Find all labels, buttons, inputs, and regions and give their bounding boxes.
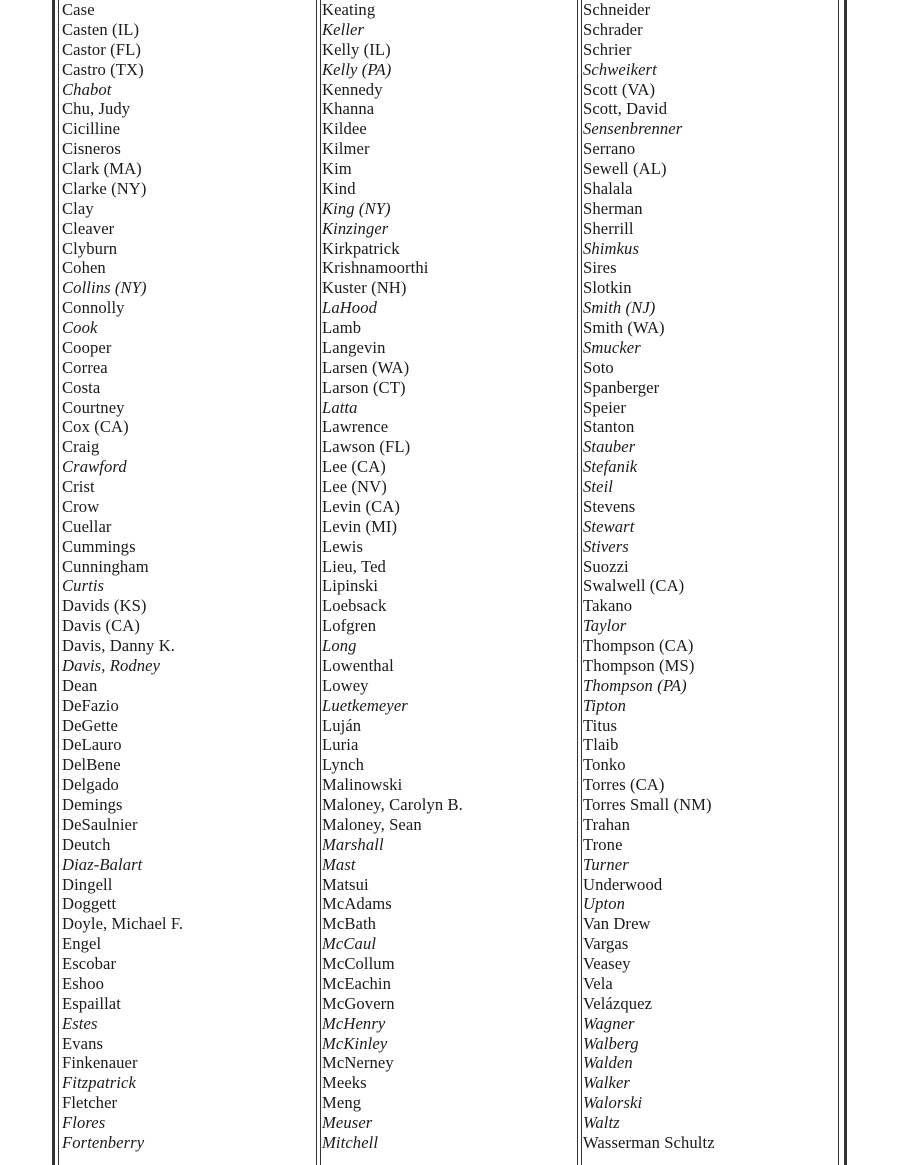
member-name: DeFazio <box>62 695 119 715</box>
member-name: Flores <box>62 1113 106 1132</box>
member-name: Schweikert <box>583 59 657 79</box>
member-name: McEachin <box>322 973 391 993</box>
member-name: Kind <box>322 178 356 198</box>
member-name: Maloney, Sean <box>322 814 422 834</box>
member-name: Curtis <box>62 576 105 596</box>
column-divider-2b <box>581 0 582 1165</box>
member-name: Davis, Danny K. <box>62 636 176 655</box>
member-name: Takano <box>583 596 633 616</box>
member-name: Dean <box>62 675 98 695</box>
member-name: Matsui <box>322 874 369 894</box>
member-name: Stewart <box>583 516 635 536</box>
member-name: King (NY) <box>322 198 391 218</box>
member-name: Swalwell (CA) <box>583 576 685 596</box>
member-name: Clarke (NY) <box>62 178 147 198</box>
member-name: Thompson (MS) <box>583 655 695 675</box>
member-name: Torres Small (NM) <box>583 795 712 814</box>
member-name: Stanton <box>583 417 635 437</box>
member-name: McCollum <box>322 954 395 973</box>
column-divider-1 <box>316 0 317 1165</box>
member-name: Craig <box>62 437 100 457</box>
member-name: Levin (CA) <box>322 496 400 516</box>
member-name: Stefanik <box>583 457 638 477</box>
member-name: Walden <box>583 1053 633 1073</box>
member-name: Clyburn <box>62 238 118 258</box>
member-name: Torres (CA) <box>583 775 665 795</box>
member-name: Lowey <box>322 675 369 695</box>
member-name: McNerney <box>322 1053 394 1073</box>
member-name: Larson (CT) <box>322 377 406 397</box>
member-name: Keating <box>322 0 376 19</box>
member-name: Walorski <box>583 1093 643 1113</box>
member-name: Davis, Rodney <box>62 655 161 675</box>
member-name: Fortenberry <box>62 1132 145 1152</box>
member-name: Krishnamoorthi <box>322 258 429 278</box>
member-name: Loebsack <box>322 596 387 616</box>
member-name: Cuellar <box>62 516 112 536</box>
member-name: Cohen <box>62 258 106 278</box>
member-name: Lofgren <box>322 616 377 636</box>
member-name: Schrier <box>583 39 632 59</box>
member-name: Spanberger <box>583 377 660 397</box>
member-name: DelBene <box>62 755 121 775</box>
member-name: Stauber <box>583 437 636 457</box>
member-name: Kelly (PA) <box>322 59 392 79</box>
member-name: Shalala <box>583 178 633 198</box>
member-name: Veasey <box>583 954 631 973</box>
member-name: Eshoo <box>62 973 104 993</box>
member-name: Cleaver <box>62 218 115 238</box>
member-name: Cunningham <box>62 556 149 576</box>
member-name: Walberg <box>583 1033 639 1053</box>
member-name: Trahan <box>583 814 631 834</box>
member-name: Connolly <box>62 298 125 318</box>
member-name: Thompson (CA) <box>583 636 694 655</box>
column-divider-2 <box>577 0 578 1165</box>
member-name: Doggett <box>62 894 117 914</box>
member-name: Deutch <box>62 834 111 854</box>
member-name: Cicilline <box>62 119 121 139</box>
member-name: Luetkemeyer <box>322 695 408 715</box>
column-1-left-rule <box>58 0 59 1165</box>
member-name: Upton <box>583 894 625 914</box>
member-name: Kildee <box>322 119 367 139</box>
member-name: Davis (CA) <box>62 616 140 636</box>
member-name: Stivers <box>583 536 629 556</box>
member-name: Slotkin <box>583 278 632 298</box>
name-column-1 <box>62 0 183 1153</box>
member-name: Dingell <box>62 874 113 894</box>
member-name: Lee (CA) <box>322 457 386 477</box>
member-name: Underwood <box>583 874 663 894</box>
member-name: Case <box>62 0 95 19</box>
member-name: Lipinski <box>322 576 379 596</box>
member-name: Kennedy <box>322 79 383 99</box>
member-name: Speier <box>583 397 626 417</box>
member-name: Latta <box>322 397 358 417</box>
member-name: Fletcher <box>62 1093 118 1113</box>
member-name: Smith (NJ) <box>583 298 656 318</box>
member-name: Levin (MI) <box>322 516 398 536</box>
member-name: Diaz-Balart <box>62 854 143 874</box>
member-name: DeGette <box>62 715 118 735</box>
member-name: Casten (IL) <box>62 19 140 39</box>
member-name: Crow <box>62 496 100 516</box>
member-name: Lynch <box>322 755 364 775</box>
member-name: Cummings <box>62 536 136 556</box>
member-name: Chu, Judy <box>62 99 131 119</box>
member-name: Finkenauer <box>62 1053 138 1073</box>
member-name: Demings <box>62 795 123 814</box>
member-name: Crist <box>62 477 95 496</box>
member-name: Lawson (FL) <box>322 437 411 457</box>
member-name: Schrader <box>583 19 643 39</box>
member-name: Shimkus <box>583 238 640 258</box>
member-name: Mast <box>322 854 356 874</box>
member-name: Correa <box>62 357 108 377</box>
member-name: McAdams <box>322 894 392 914</box>
member-name: McKinley <box>322 1033 388 1053</box>
member-name: Cox (CA) <box>62 417 129 437</box>
member-name: Velázquez <box>583 993 653 1013</box>
member-name: Vargas <box>583 934 629 954</box>
name-column-2 <box>322 0 463 1153</box>
member-name: Cooper <box>62 337 112 357</box>
member-name: Cisneros <box>62 139 121 159</box>
member-name: Clark (MA) <box>62 159 142 178</box>
member-name: Doyle, Michael F. <box>62 914 184 934</box>
member-name: Walker <box>583 1073 630 1093</box>
column-3-right-rule <box>838 0 839 1165</box>
member-name: Suozzi <box>583 556 629 576</box>
member-name: Khanna <box>322 99 375 119</box>
column-divider-1b <box>320 0 321 1165</box>
member-name: Castor (FL) <box>62 39 141 59</box>
member-name: Collins (NY) <box>62 278 147 298</box>
member-name: Cook <box>62 318 98 337</box>
member-name: Espaillat <box>62 993 121 1013</box>
member-name: Keller <box>322 19 365 39</box>
member-name: Van Drew <box>583 914 651 934</box>
member-name: Tipton <box>583 695 627 715</box>
member-name: Lamb <box>322 318 362 337</box>
member-name: McHenry <box>322 1013 386 1033</box>
member-name: Estes <box>62 1013 98 1033</box>
member-name: Thompson (PA) <box>583 675 687 695</box>
member-name: Schneider <box>583 0 651 19</box>
member-name: Courtney <box>62 397 125 417</box>
member-name: Costa <box>62 377 101 397</box>
member-name: DeSaulnier <box>62 814 138 834</box>
member-name: Kinzinger <box>322 218 389 238</box>
member-name: McBath <box>322 914 377 934</box>
member-name: Long <box>322 636 357 655</box>
member-name: Waltz <box>583 1113 620 1132</box>
member-name: Sensenbrenner <box>583 119 683 139</box>
member-name: McGovern <box>322 993 395 1013</box>
member-name: Larsen (WA) <box>322 357 410 377</box>
member-name: Kelly (IL) <box>322 39 391 59</box>
member-name: Smucker <box>583 337 641 357</box>
member-name: Vela <box>583 973 613 993</box>
member-name: Kuster (NH) <box>322 278 407 298</box>
member-name: Maloney, Carolyn B. <box>322 795 463 814</box>
member-name: Sherrill <box>583 218 634 238</box>
member-name: Clay <box>62 198 94 218</box>
member-name: Engel <box>62 934 102 954</box>
member-name: Lieu, Ted <box>322 556 386 576</box>
name-column-3 <box>583 0 715 1153</box>
member-name: Serrano <box>583 139 636 159</box>
member-name: Taylor <box>583 616 627 636</box>
table-right-border <box>844 0 847 1165</box>
member-name: Wagner <box>583 1013 635 1033</box>
member-name: Titus <box>583 715 618 735</box>
member-name: Stevens <box>583 496 636 516</box>
member-name: Fitzpatrick <box>62 1073 136 1093</box>
member-name: Marshall <box>322 834 384 854</box>
member-name: Luria <box>322 735 359 755</box>
member-name: LaHood <box>322 298 377 318</box>
member-name: Sewell (AL) <box>583 159 667 178</box>
member-name: Smith (WA) <box>583 318 665 337</box>
member-name: Scott, David <box>583 99 668 119</box>
member-name: Crawford <box>62 457 127 477</box>
member-name: Sires <box>583 258 617 278</box>
member-name: Delgado <box>62 775 119 795</box>
table-left-border <box>52 0 55 1165</box>
member-name: Lewis <box>322 536 364 556</box>
member-name: Kim <box>322 159 352 178</box>
member-name: Castro (TX) <box>62 59 144 79</box>
member-name: Mitchell <box>322 1132 379 1152</box>
member-name: Luján <box>322 715 362 735</box>
member-name: Sherman <box>583 198 643 218</box>
member-name: Steil <box>583 477 613 496</box>
member-name: Chabot <box>62 79 112 99</box>
member-name: DeLauro <box>62 735 122 755</box>
member-name: Kirkpatrick <box>322 238 400 258</box>
member-name: Wasserman Schultz <box>583 1132 715 1152</box>
member-name: Evans <box>62 1033 104 1053</box>
member-name: Soto <box>583 357 614 377</box>
member-name: Tlaib <box>583 735 619 755</box>
member-name: Tonko <box>583 755 626 775</box>
member-name: Langevin <box>322 337 386 357</box>
member-name: Lawrence <box>322 417 389 437</box>
member-name: Scott (VA) <box>583 79 656 99</box>
member-name: McCaul <box>322 934 377 954</box>
member-name: Malinowski <box>322 775 403 795</box>
member-name: Kilmer <box>322 139 370 159</box>
member-name: Meng <box>322 1093 362 1113</box>
member-name: Meuser <box>322 1113 373 1132</box>
member-name: Davids (KS) <box>62 596 147 616</box>
member-name: Escobar <box>62 954 117 973</box>
member-name: Lowenthal <box>322 655 394 675</box>
member-name: Turner <box>583 854 629 874</box>
member-name: Trone <box>583 834 623 854</box>
member-name: Meeks <box>322 1073 367 1093</box>
member-name: Lee (NV) <box>322 477 387 496</box>
